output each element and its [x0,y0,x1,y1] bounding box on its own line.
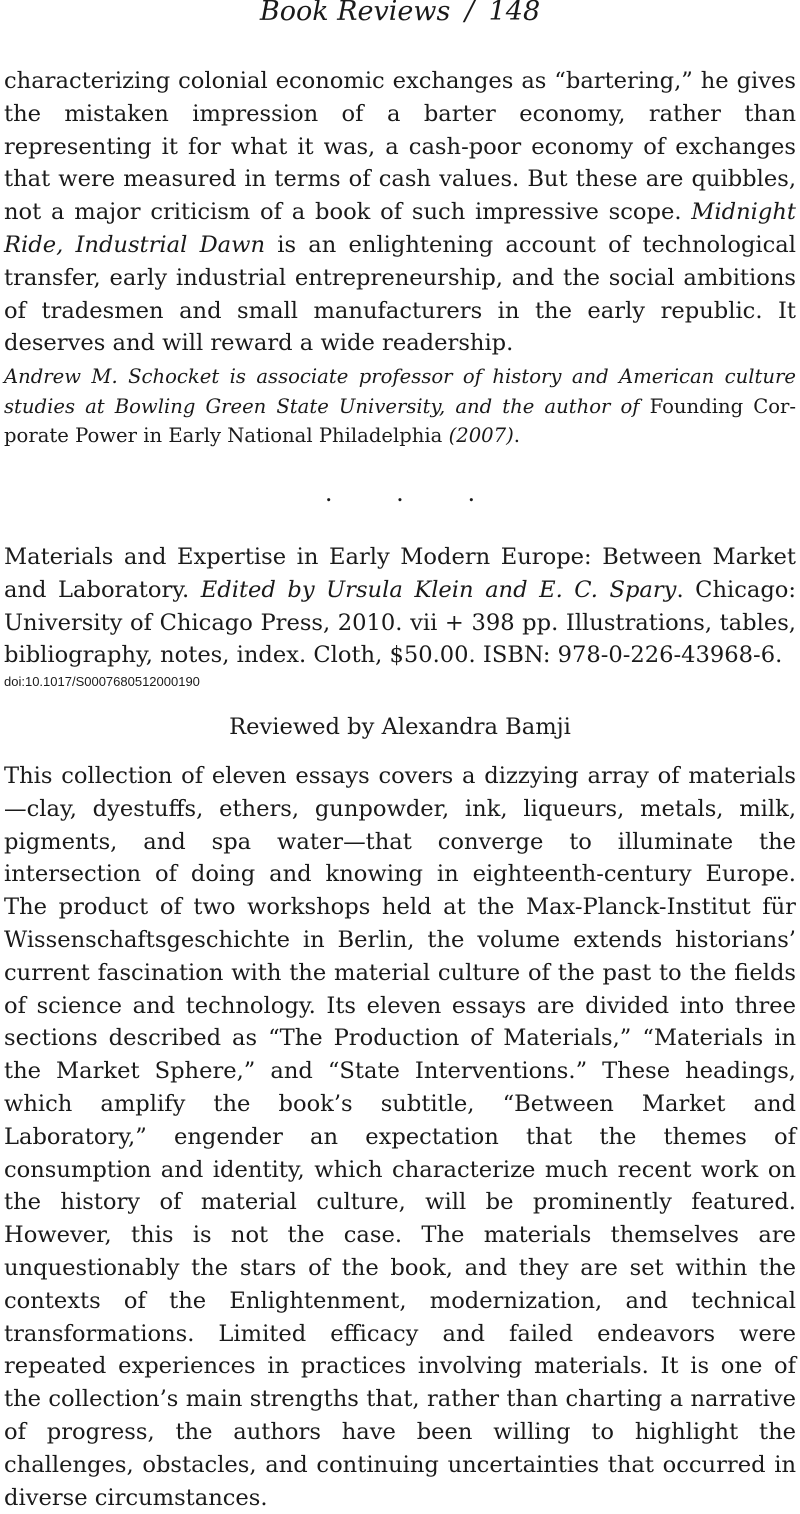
reviewer-bio-book-title: Founding Corporate Power in Early National Philadelphia [4,394,796,447]
book-citation-title: Materials and Expertise in Early Modern Europe: Between Market and Laboratory. [4,544,796,603]
review-body-paragraph: This collection of eleven essays covers a dizzying array of materials—clay, dyestuffs, ethers, gunpowder, ink, liqueurs, metals, milk, pigments, and spa water—that converge to illuminate the intersection of doing and knowing in eighteenth-century Europe. The product of two workshops held at the Max-Planck-Institut für Wissenschaftsgeschichte in Berlin, the volume extends historians’ current fascination with the material culture of the past to the fields of science and technology. Its eleven essays are divided into three sections described as “The Production of Materials,” “Materials in the Market Sphere,” and “State Interventions.” These headings, which amplify the book’s subtitle, “Between Market and Laboratory,” engender an expectation that the themes of consumption and identity, which characterize much recent work on the history of material culture, will be prominently featured. However, this is not the case. The materials themselves are unquestionably the stars of the book, and they are set within the contexts of the Enlightenment, modernization, and technical transformations. Limited efficacy and failed endeavors were repeated experiences in practices involving materials. It is one of the collection’s main strengths that, rather than charting a narrative of progress, the authors have been willing to highlight the challenges, obstacles, and continuing uncertainties that occurred in diverse circumstances. [4,763,796,1511]
reviewer-bio-year: (2007) [442,424,514,447]
book-citation-editors: Edited by Ursula Klein and E. C. Spary [189,576,677,603]
previous-review-text-start: characterizing colonial economic exchanges as “bartering,” he gives the mistaken impression of a barter economy, rather than representing it for what it was, a cash-poor economy of exchanges that were measured in terms of cash values. But these are quibbles, not a major criticism of a book of such impressive scope. [4,68,796,226]
reviewer-bio [4,362,796,451]
doi-link[interactable]: doi:10.1017/S0007680512000190 [4,674,200,689]
book-citation-publication: . Chicago: University of Chicago Press, 2010. vii + 398 pp. Illustrations, tables, bibliography, notes, index. Cloth, $50.00. ISBN: 978-0-226-43968-6. [4,576,797,669]
header-section: Book Reviews [259,0,451,27]
previous-review-book-title: Midnight Ride, Industrial Dawn [4,199,796,258]
reviewer-bio-text: Andrew M. Schocket is associate professor of history and American culture studies at Bowling Green State University, and the author of [4,365,796,418]
section-separator: . . . [324,479,504,507]
header-page-number: 148 [488,0,541,27]
running-header [0,0,800,29]
header-separator: / [464,0,474,27]
reviewer-bio-end: . [513,424,520,447]
book-citation [4,541,796,672]
previous-review-text-end: is an enlightening account of technological transfer, early industrial entrepreneurship, and the social ambitions of tradesmen and small manufacturers in the early republic. It deserves and will reward a wide readership. [4,231,796,357]
reviewed-by: Reviewed by Alexandra Bamji [229,714,571,740]
previous-review-closing-paragraph [4,65,796,360]
